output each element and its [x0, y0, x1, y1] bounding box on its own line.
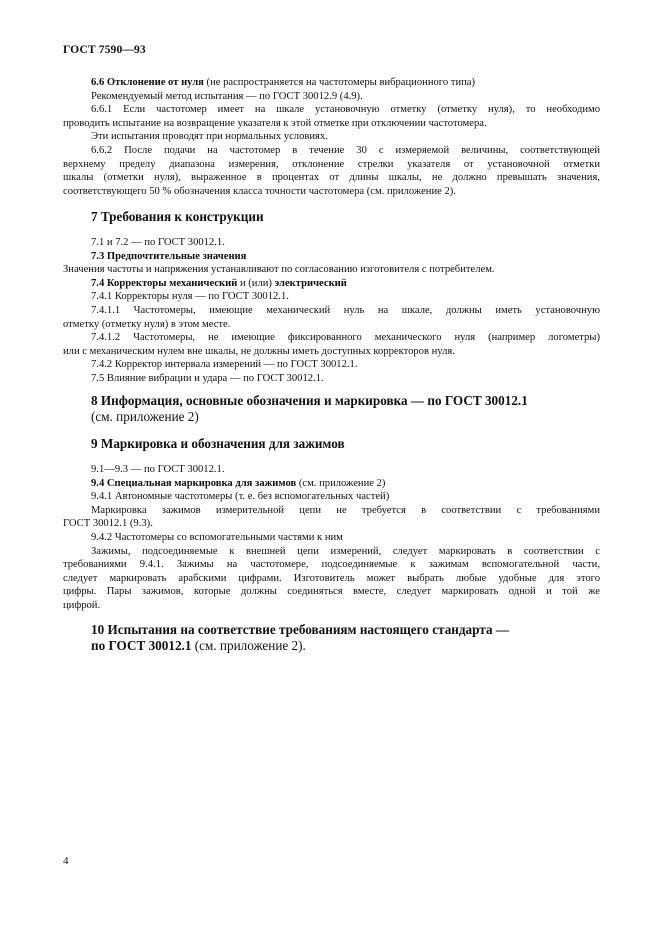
text-line: соответствующего 50 % обозначения класса точности частотомера (см. приложение 2).: [63, 185, 456, 197]
text-line: 6.6.2 После подачи на частотомер в течение 30 с измеряемой величины, соответствующей: [91, 144, 600, 156]
clause-title-note: (не распространяется на частотомеры вибрационного типа): [203, 77, 476, 88]
text-line: 9.4.1 Автономные частотомеры (т. е. без вспомогательных частей): [91, 491, 390, 503]
text-line: Значения частоты и напряжения устанавливают по согласованию изготовителя с потребителем.: [63, 264, 495, 276]
section-8-heading: 8 Информация, основные обозначения и маркировка — по ГОСТ 30012.1 (см. приложение 2): [91, 393, 528, 424]
section-9-heading: 9 Маркировка и обозначения для зажимов: [91, 436, 345, 451]
text-line: цифры. Пары зажимов, которые должны соединяться вместе, следует маркировать одной и той же: [63, 586, 600, 598]
text-line: верхнему пределу диапазона измерения, отклонение стрелки указателя от установочной отметки: [63, 158, 600, 170]
section-10-heading: 10 Испытания на соответствие требованиям настоящего стандарта — по ГОСТ 30012.1 (см. приложение 2).: [91, 622, 510, 653]
clause-6-6-title-line: [63, 76, 600, 90]
clause-number: 6.6: [91, 77, 105, 88]
standard-header: ГОСТ 7590—93: [63, 43, 146, 56]
text-line: 9.4.2 Частотомеры со вспомогательными частями к ним: [91, 531, 343, 543]
text-line: цифрой.: [63, 599, 101, 611]
text-line: Эти испытания проводят при нормальных условиях.: [91, 131, 328, 143]
text-line: 9.1—9.3 — по ГОСТ 30012.1.: [91, 464, 225, 475]
text-line: требованиями 9.4.1. Зажимы на частотомере, подсоединяемые к зажимам вспомогательной части,: [63, 559, 600, 571]
text-line: или с механическим нулем вне шкалы, не должны иметь доступных корректоров нуля.: [63, 345, 455, 357]
clause-9-4-title-line: 9.4 Специальная маркировка для зажимов (см. приложение 2): [91, 477, 386, 489]
text-line: шкалы (отметки нуля), выраженное в процентах от длины шкалы, не должно превышать значения,: [63, 172, 600, 184]
text-line: 7.1 и 7.2 — по ГОСТ 30012.1.: [91, 237, 225, 248]
text-line: проводить испытание на возвращение указателя к этой отметке при отключении частотомера.: [63, 117, 487, 129]
text-line: 6.6.1 Если частотомер имеет на шкале установочную отметку (отметку нуля), то необходимо: [91, 104, 600, 116]
text-line: 7.4.1 Корректоры нуля — по ГОСТ 30012.1.: [91, 291, 289, 303]
text-line: 7.4.2 Корректор интервала измерений — по ГОСТ 30012.1.: [91, 359, 358, 371]
text-line: Зажимы, подсоединяемые к внешней цепи измерений, следует маркировать в соответствии с: [91, 545, 600, 557]
text-line: Маркировка зажимов измерительной цепи не требуется в соответствии с требованиями: [91, 504, 600, 516]
section-7: [63, 236, 600, 386]
section-6-6: [63, 76, 600, 198]
clause-7-4-title-line: 7.4 Корректоры механический и (или) электрический: [91, 277, 347, 289]
clause-title: Отклонение от нуля: [106, 77, 204, 88]
text-line: ГОСТ 30012.1 (9.3).: [63, 518, 153, 530]
text-line: 7.4.1.2 Частотомеры, не имеющие фиксированного механического нуля (например логометры): [91, 332, 600, 344]
page-number: 4: [63, 855, 69, 867]
text-line: Рекомендуемый метод испытания — по ГОСТ 30012.9 (4.9).: [91, 90, 363, 102]
section-9: [63, 463, 600, 613]
text-line: следует маркировать арабскими цифрами. Изготовитель может выбрать любые удобные для этого: [63, 572, 600, 584]
text-line: отметку (отметку нуля) в этом месте.: [63, 318, 231, 330]
section-7-heading: 7 Требования к конструкции: [91, 209, 264, 224]
text-line: 7.4.1.1 Частотомеры, имеющие механический нуль на шкале, должны иметь установочную: [91, 304, 600, 316]
text-line: 7.5 Влияние вибрации и удара — по ГОСТ 30012.1.: [91, 372, 324, 384]
clause-7-3-title-line: 7.3 Предпочтительные значения: [91, 250, 247, 262]
